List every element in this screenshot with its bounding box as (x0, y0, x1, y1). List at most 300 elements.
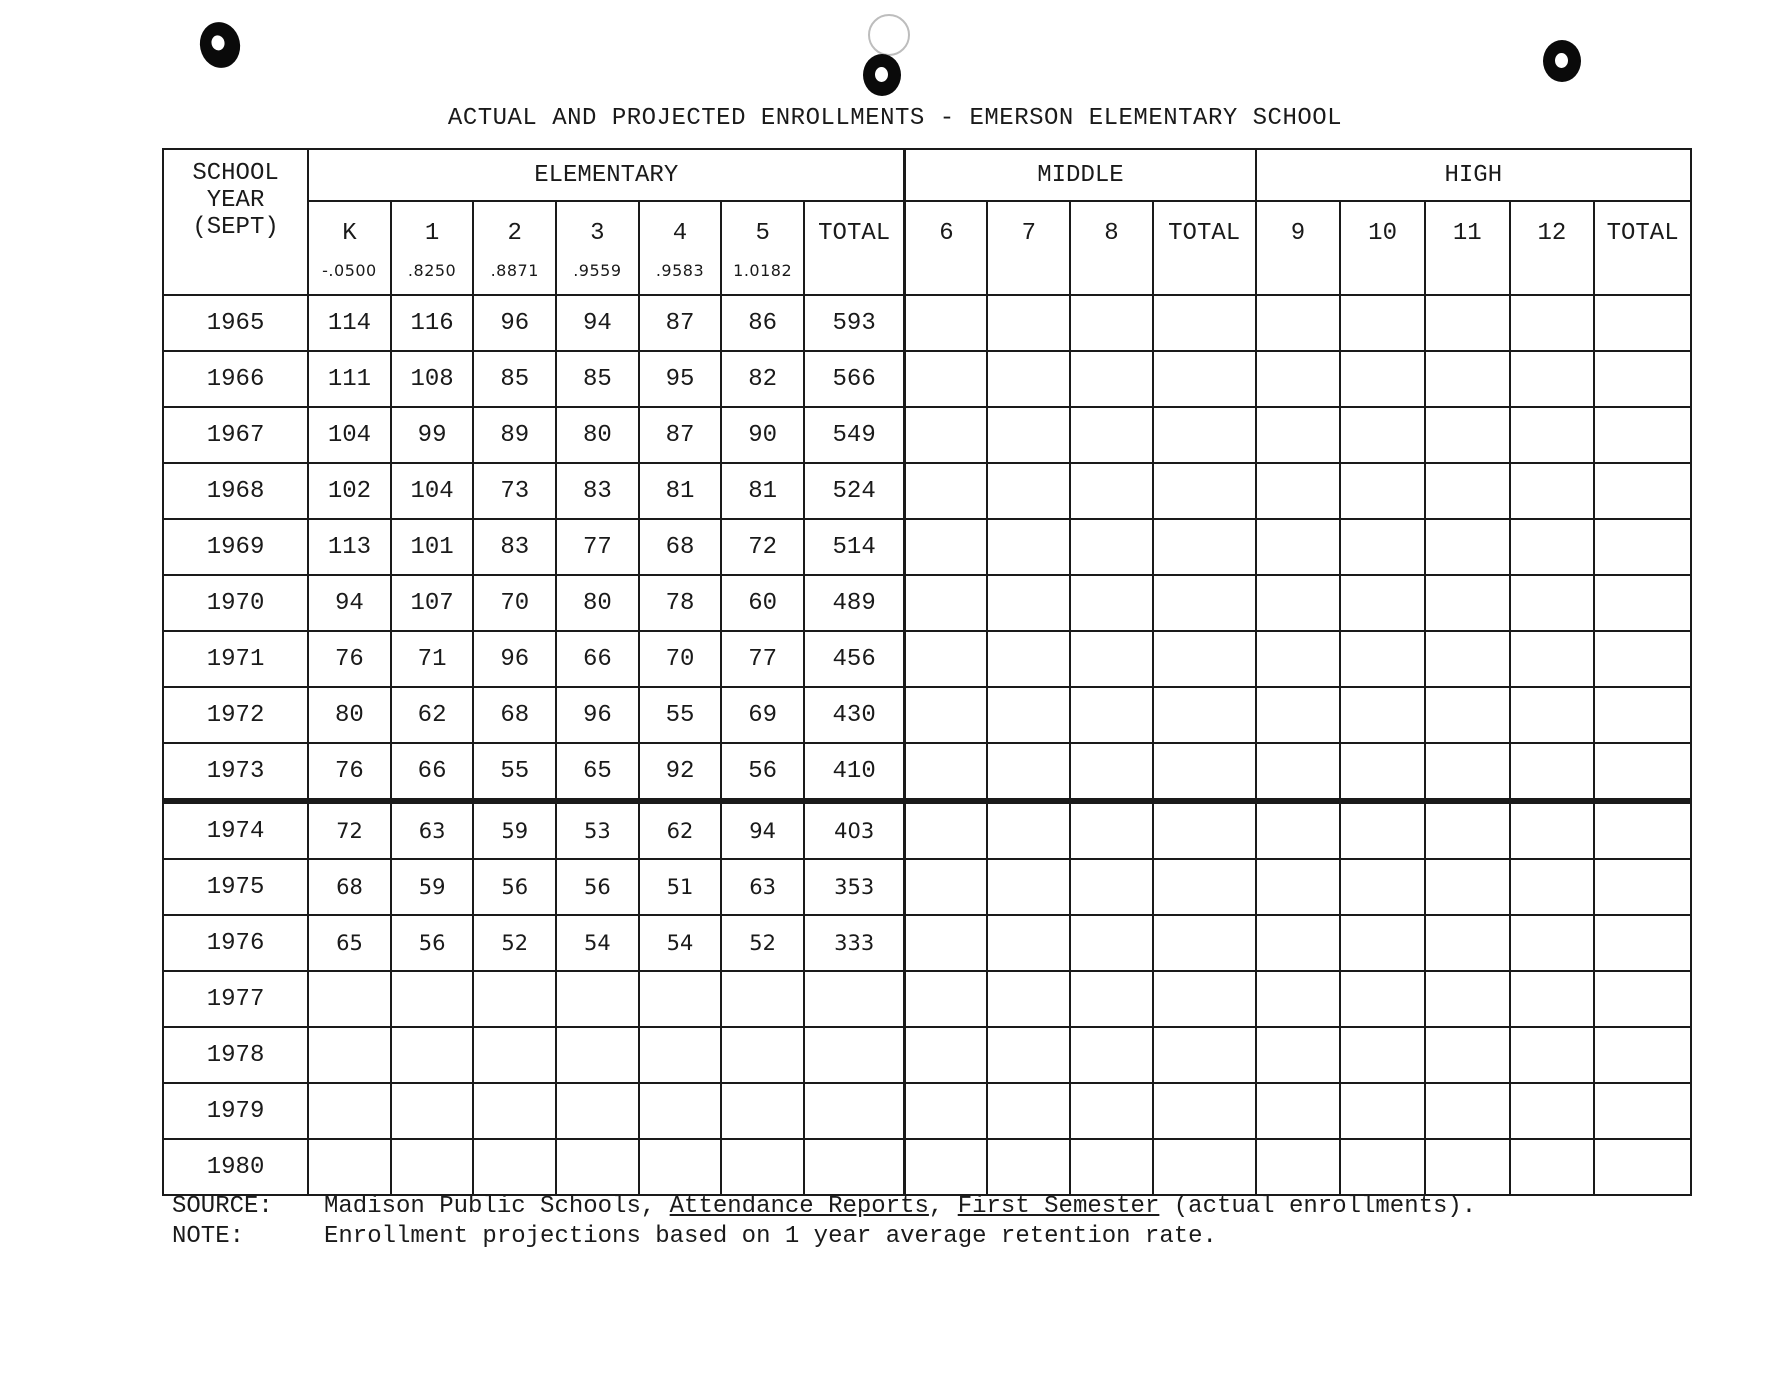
empty-cell (1425, 859, 1510, 915)
year-cell: 1966 (163, 351, 308, 407)
enrollment-cell: 96 (473, 295, 556, 351)
table-row (163, 1027, 1691, 1083)
empty-cell (1256, 575, 1341, 631)
year-cell: 1969 (163, 519, 308, 575)
enrollment-cell: 113 (308, 519, 391, 575)
enrollment-cell (804, 1083, 905, 1139)
empty-cell (1425, 743, 1510, 801)
table-row (163, 743, 1691, 801)
empty-cell (1510, 1027, 1595, 1083)
empty-cell (1070, 295, 1153, 351)
empty-cell (1594, 519, 1691, 575)
enrollment-cell (308, 1027, 391, 1083)
empty-cell (905, 463, 988, 519)
empty-cell (1425, 575, 1510, 631)
enrollment-cell: 56 (473, 859, 556, 915)
empty-cell (987, 519, 1070, 575)
empty-cell (1256, 463, 1341, 519)
empty-cell (1340, 463, 1425, 519)
enrollment-cell: 104 (391, 463, 474, 519)
grade-label: 10 (1368, 220, 1397, 247)
enrollment-cell: 90 (721, 407, 804, 463)
empty-cell (1510, 407, 1595, 463)
enrollment-cell: 73 (473, 463, 556, 519)
enrollment-cell: 62 (391, 687, 474, 743)
enrollment-cell: 85 (473, 351, 556, 407)
enrollment-cell: 86 (721, 295, 804, 351)
table-row (163, 631, 1691, 687)
enrollment-cell (721, 971, 804, 1027)
enrollment-cell: 83 (473, 519, 556, 575)
empty-cell (1153, 575, 1256, 631)
empty-cell (905, 687, 988, 743)
empty-cell (905, 351, 988, 407)
enrollment-cell (556, 1027, 639, 1083)
enrollment-cell: 83 (556, 463, 639, 519)
high-grade-header (1510, 201, 1595, 295)
empty-cell (1340, 1027, 1425, 1083)
empty-cell (1340, 575, 1425, 631)
enrollment-cell: 101 (391, 519, 474, 575)
enrollment-table (162, 148, 1692, 1196)
enrollment-cell: 62 (639, 801, 722, 859)
empty-cell (1340, 519, 1425, 575)
enrollment-cell: 72 (721, 519, 804, 575)
empty-cell (1256, 1027, 1341, 1083)
enrollment-cell: 80 (556, 575, 639, 631)
enrollment-cell (473, 1083, 556, 1139)
empty-cell (905, 1139, 988, 1195)
empty-cell (1425, 631, 1510, 687)
document-title: ACTUAL AND PROJECTED ENROLLMENTS - EMERSON ELEMENTARY SCHOOL (447, 105, 1343, 132)
empty-cell (905, 971, 988, 1027)
empty-cell (1340, 295, 1425, 351)
empty-cell (1425, 1027, 1510, 1083)
empty-cell (1153, 295, 1256, 351)
year-cell: 1972 (163, 687, 308, 743)
year-cell: 1968 (163, 463, 308, 519)
enrollment-cell: 53 (556, 801, 639, 859)
table-row (163, 463, 1691, 519)
enrollment-cell: 51 (639, 859, 722, 915)
empty-cell (1594, 631, 1691, 687)
empty-cell (905, 859, 988, 915)
retention-rate: .8871 (490, 261, 539, 280)
group-header-row (163, 149, 1691, 201)
enrollment-cell: 56 (721, 743, 804, 801)
enrollment-cell: 89 (473, 407, 556, 463)
enrollment-cell: 85 (556, 351, 639, 407)
grade-label: 5 (755, 220, 770, 247)
empty-cell (1425, 915, 1510, 971)
empty-cell (1594, 1083, 1691, 1139)
empty-cell (1510, 519, 1595, 575)
enrollment-cell: 56 (556, 859, 639, 915)
empty-cell (1510, 687, 1595, 743)
grade-label: 11 (1452, 220, 1482, 247)
enrollment-cell: 68 (473, 687, 556, 743)
empty-cell (987, 801, 1070, 859)
empty-cell (1256, 801, 1341, 859)
year-cell: 1978 (163, 1027, 308, 1083)
enrollment-cell: 95 (639, 351, 722, 407)
empty-cell (1070, 801, 1153, 859)
empty-cell (1070, 687, 1153, 743)
grade-label: 3 (590, 220, 605, 247)
table-row (163, 859, 1691, 915)
enrollment-cell: 66 (556, 631, 639, 687)
empty-cell (1510, 1083, 1595, 1139)
enrollment-cell (721, 1139, 804, 1195)
enrollment-cell: 94 (721, 801, 804, 859)
empty-cell (987, 859, 1070, 915)
grade-label: 7 (1021, 220, 1036, 247)
enrollment-cell (556, 1083, 639, 1139)
enrollment-cell (473, 971, 556, 1027)
elementary-grade-header (804, 201, 905, 295)
empty-cell (1594, 859, 1691, 915)
grade-label: K (342, 220, 357, 247)
high-grade-header (1340, 201, 1425, 295)
empty-cell (1070, 1139, 1153, 1195)
grade-label: TOTAL (818, 220, 891, 247)
enrollment-cell: 430 (804, 687, 905, 743)
empty-cell (1070, 859, 1153, 915)
enrollment-cell (473, 1027, 556, 1083)
empty-cell (1256, 971, 1341, 1027)
high-grade-header (1594, 201, 1691, 295)
empty-cell (1594, 915, 1691, 971)
empty-cell (1070, 1083, 1153, 1139)
source-text (324, 1192, 1476, 1222)
empty-cell (1425, 801, 1510, 859)
enrollment-cell: 80 (308, 687, 391, 743)
empty-cell (1070, 519, 1153, 575)
enrollment-cell: 96 (473, 631, 556, 687)
empty-cell (1340, 801, 1425, 859)
empty-cell (1340, 631, 1425, 687)
empty-cell (987, 575, 1070, 631)
empty-cell (1510, 801, 1595, 859)
elementary-grade-header (308, 201, 391, 295)
enrollment-cell: 102 (308, 463, 391, 519)
school-year-header (163, 149, 308, 295)
grade-header-row (163, 201, 1691, 295)
empty-cell (987, 407, 1070, 463)
empty-cell (1070, 1027, 1153, 1083)
empty-cell (1425, 1083, 1510, 1139)
year-cell: 1973 (163, 743, 308, 801)
table-row (163, 407, 1691, 463)
grade-label: TOTAL (1606, 220, 1679, 247)
enrollment-cell (556, 1139, 639, 1195)
middle-grade-header (1070, 201, 1153, 295)
enrollment-cell (639, 971, 722, 1027)
empty-cell (1256, 351, 1341, 407)
table-row (163, 295, 1691, 351)
punch-hole (1543, 40, 1581, 82)
high-group-header: HIGH (1256, 149, 1691, 201)
table-row (163, 971, 1691, 1027)
empty-cell (1153, 351, 1256, 407)
table-row (163, 1083, 1691, 1139)
empty-cell (1256, 295, 1341, 351)
empty-cell (905, 631, 988, 687)
high-grade-header (1425, 201, 1510, 295)
enrollment-cell: 63 (391, 801, 474, 859)
enrollment-cell (804, 971, 905, 1027)
enrollment-cell: 524 (804, 463, 905, 519)
year-cell: 1979 (163, 1083, 308, 1139)
enrollment-cell (556, 971, 639, 1027)
punch-hole (863, 54, 901, 96)
punch-hole (196, 18, 245, 71)
empty-cell (1070, 971, 1153, 1027)
enrollment-cell: 63 (721, 859, 804, 915)
elementary-group-header: ELEMENTARY (308, 149, 905, 201)
empty-cell (1594, 687, 1691, 743)
enrollment-cell: 514 (804, 519, 905, 575)
enrollment-cell: 56 (391, 915, 474, 971)
empty-cell (1510, 915, 1595, 971)
retention-rate: .8250 (407, 261, 457, 280)
empty-cell (1594, 1139, 1691, 1195)
empty-cell (1510, 351, 1595, 407)
empty-cell (1510, 295, 1595, 351)
enrollment-cell (391, 1027, 474, 1083)
empty-cell (1510, 1139, 1595, 1195)
middle-group-header: MIDDLE (905, 149, 1256, 201)
empty-cell (1153, 407, 1256, 463)
empty-cell (1070, 351, 1153, 407)
year-cell: 1970 (163, 575, 308, 631)
table-row (163, 687, 1691, 743)
source-period: First Semester (957, 1193, 1160, 1220)
enrollment-cell (308, 971, 391, 1027)
retention-rate: 1.0182 (733, 261, 793, 280)
empty-cell (1153, 971, 1256, 1027)
enrollment-cell: 489 (804, 575, 905, 631)
enrollment-cell: 68 (308, 859, 391, 915)
empty-cell (905, 915, 988, 971)
elementary-grade-header (473, 201, 556, 295)
elementary-grade-header (721, 201, 804, 295)
year-cell: 1977 (163, 971, 308, 1027)
empty-cell (1070, 407, 1153, 463)
empty-cell (1340, 743, 1425, 801)
enrollment-cell: 65 (308, 915, 391, 971)
year-cell: 1971 (163, 631, 308, 687)
empty-cell (987, 1139, 1070, 1195)
table-row (163, 915, 1691, 971)
enrollment-cell: 107 (391, 575, 474, 631)
enrollment-cell: 353 (804, 859, 905, 915)
enrollment-cell: 80 (556, 407, 639, 463)
empty-cell (1510, 743, 1595, 801)
empty-cell (1256, 687, 1341, 743)
enrollment-cell: 59 (473, 801, 556, 859)
empty-cell (987, 687, 1070, 743)
grade-label: 8 (1104, 220, 1119, 247)
grade-label: 2 (507, 220, 522, 247)
source-label: SOURCE: (172, 1193, 273, 1220)
grade-label: 1 (424, 220, 440, 247)
empty-cell (1594, 575, 1691, 631)
source-separator: , (928, 1193, 958, 1220)
enrollment-cell: 333 (804, 915, 905, 971)
enrollment-cell: 65 (556, 743, 639, 801)
empty-cell (987, 631, 1070, 687)
year-cell: 1976 (163, 915, 308, 971)
empty-cell (1425, 351, 1510, 407)
enrollment-cell: 68 (639, 519, 722, 575)
empty-cell (1425, 1139, 1510, 1195)
high-grade-header (1256, 201, 1341, 295)
source-line (172, 1192, 1672, 1222)
source-report-title: Attendance Reports (669, 1193, 929, 1220)
empty-cell (987, 915, 1070, 971)
header-line: (SEPT) (192, 214, 279, 241)
elementary-grade-header (391, 201, 474, 295)
empty-cell (1153, 1139, 1256, 1195)
enrollment-cell: 81 (721, 463, 804, 519)
enrollment-cell: 55 (639, 687, 722, 743)
enrollment-cell: 70 (639, 631, 722, 687)
enrollment-cell: 52 (473, 915, 556, 971)
enrollment-cell: 60 (721, 575, 804, 631)
enrollment-cell (473, 1139, 556, 1195)
enrollment-cell (639, 1027, 722, 1083)
empty-cell (1594, 971, 1691, 1027)
enrollment-cell: 111 (308, 351, 391, 407)
grade-label: 6 (939, 220, 954, 247)
enrollment-cell: 108 (391, 351, 474, 407)
empty-cell (905, 295, 988, 351)
enrollment-cell: 566 (804, 351, 905, 407)
empty-cell (987, 971, 1070, 1027)
enrollment-cell: 82 (721, 351, 804, 407)
enrollment-cell: 593 (804, 295, 905, 351)
empty-cell (1070, 743, 1153, 801)
empty-cell (1425, 971, 1510, 1027)
empty-cell (987, 295, 1070, 351)
enrollment-cell: 87 (639, 295, 722, 351)
table-row (163, 801, 1691, 859)
empty-cell (905, 575, 988, 631)
enrollment-cell: 76 (308, 743, 391, 801)
enrollment-cell: 77 (556, 519, 639, 575)
year-cell: 1980 (163, 1139, 308, 1195)
enrollment-cell: 52 (721, 915, 804, 971)
retention-rate: -.0500 (322, 261, 377, 280)
empty-cell (1153, 1027, 1256, 1083)
enrollment-cell: 94 (556, 295, 639, 351)
empty-cell (1256, 407, 1341, 463)
empty-cell (987, 351, 1070, 407)
empty-cell (1594, 801, 1691, 859)
enrollment-cell (639, 1083, 722, 1139)
empty-cell (905, 519, 988, 575)
enrollment-cell (639, 1139, 722, 1195)
empty-cell (1425, 687, 1510, 743)
empty-cell (905, 1083, 988, 1139)
enrollment-cell: 403 (804, 801, 905, 859)
middle-grade-header (905, 201, 988, 295)
empty-cell (1594, 351, 1691, 407)
enrollment-cell (804, 1139, 905, 1195)
empty-cell (1510, 631, 1595, 687)
empty-cell (1340, 915, 1425, 971)
year-cell: 1967 (163, 407, 308, 463)
enrollment-cell: 94 (308, 575, 391, 631)
elementary-grade-header (639, 201, 722, 295)
empty-cell (905, 801, 988, 859)
empty-cell (1256, 519, 1341, 575)
header-line: SCHOOL (192, 160, 279, 187)
empty-cell (1340, 1139, 1425, 1195)
elementary-grade-header (556, 201, 639, 295)
source-suffix: (actual enrollments). (1159, 1193, 1477, 1220)
empty-cell (1510, 463, 1595, 519)
enrollment-cell (308, 1139, 391, 1195)
empty-cell (1256, 915, 1341, 971)
empty-cell (905, 743, 988, 801)
empty-cell (1070, 915, 1153, 971)
empty-cell (1256, 859, 1341, 915)
empty-cell (1153, 631, 1256, 687)
empty-cell (1153, 463, 1256, 519)
enrollment-cell: 116 (391, 295, 474, 351)
enrollment-cell: 78 (639, 575, 722, 631)
enrollment-cell: 104 (308, 407, 391, 463)
empty-cell (987, 1027, 1070, 1083)
empty-cell (1510, 859, 1595, 915)
year-cell: 1975 (163, 859, 308, 915)
empty-cell (1256, 743, 1341, 801)
empty-cell (1425, 519, 1510, 575)
enrollment-cell (391, 1083, 474, 1139)
enrollment-cell: 71 (391, 631, 474, 687)
empty-cell (1510, 575, 1595, 631)
empty-cell (905, 407, 988, 463)
empty-cell (1070, 463, 1153, 519)
empty-cell (987, 463, 1070, 519)
retention-rate: .9583 (655, 261, 705, 280)
enrollment-cell: 54 (556, 915, 639, 971)
enrollment-cell: 456 (804, 631, 905, 687)
table-row (163, 351, 1691, 407)
empty-cell (1594, 295, 1691, 351)
retention-rate: .9559 (573, 261, 622, 280)
empty-cell (1153, 1083, 1256, 1139)
enrollment-cell: 55 (473, 743, 556, 801)
empty-cell (1153, 859, 1256, 915)
empty-cell (987, 743, 1070, 801)
empty-cell (1340, 687, 1425, 743)
empty-cell (1594, 407, 1691, 463)
enrollment-cell: 76 (308, 631, 391, 687)
enrollment-cell: 54 (639, 915, 722, 971)
enrollment-cell: 69 (721, 687, 804, 743)
table-row (163, 519, 1691, 575)
empty-cell (1594, 463, 1691, 519)
enrollment-cell: 96 (556, 687, 639, 743)
note-label: NOTE: (172, 1223, 245, 1250)
empty-cell (1153, 687, 1256, 743)
empty-cell (1070, 575, 1153, 631)
empty-cell (1340, 1083, 1425, 1139)
empty-cell (1340, 407, 1425, 463)
